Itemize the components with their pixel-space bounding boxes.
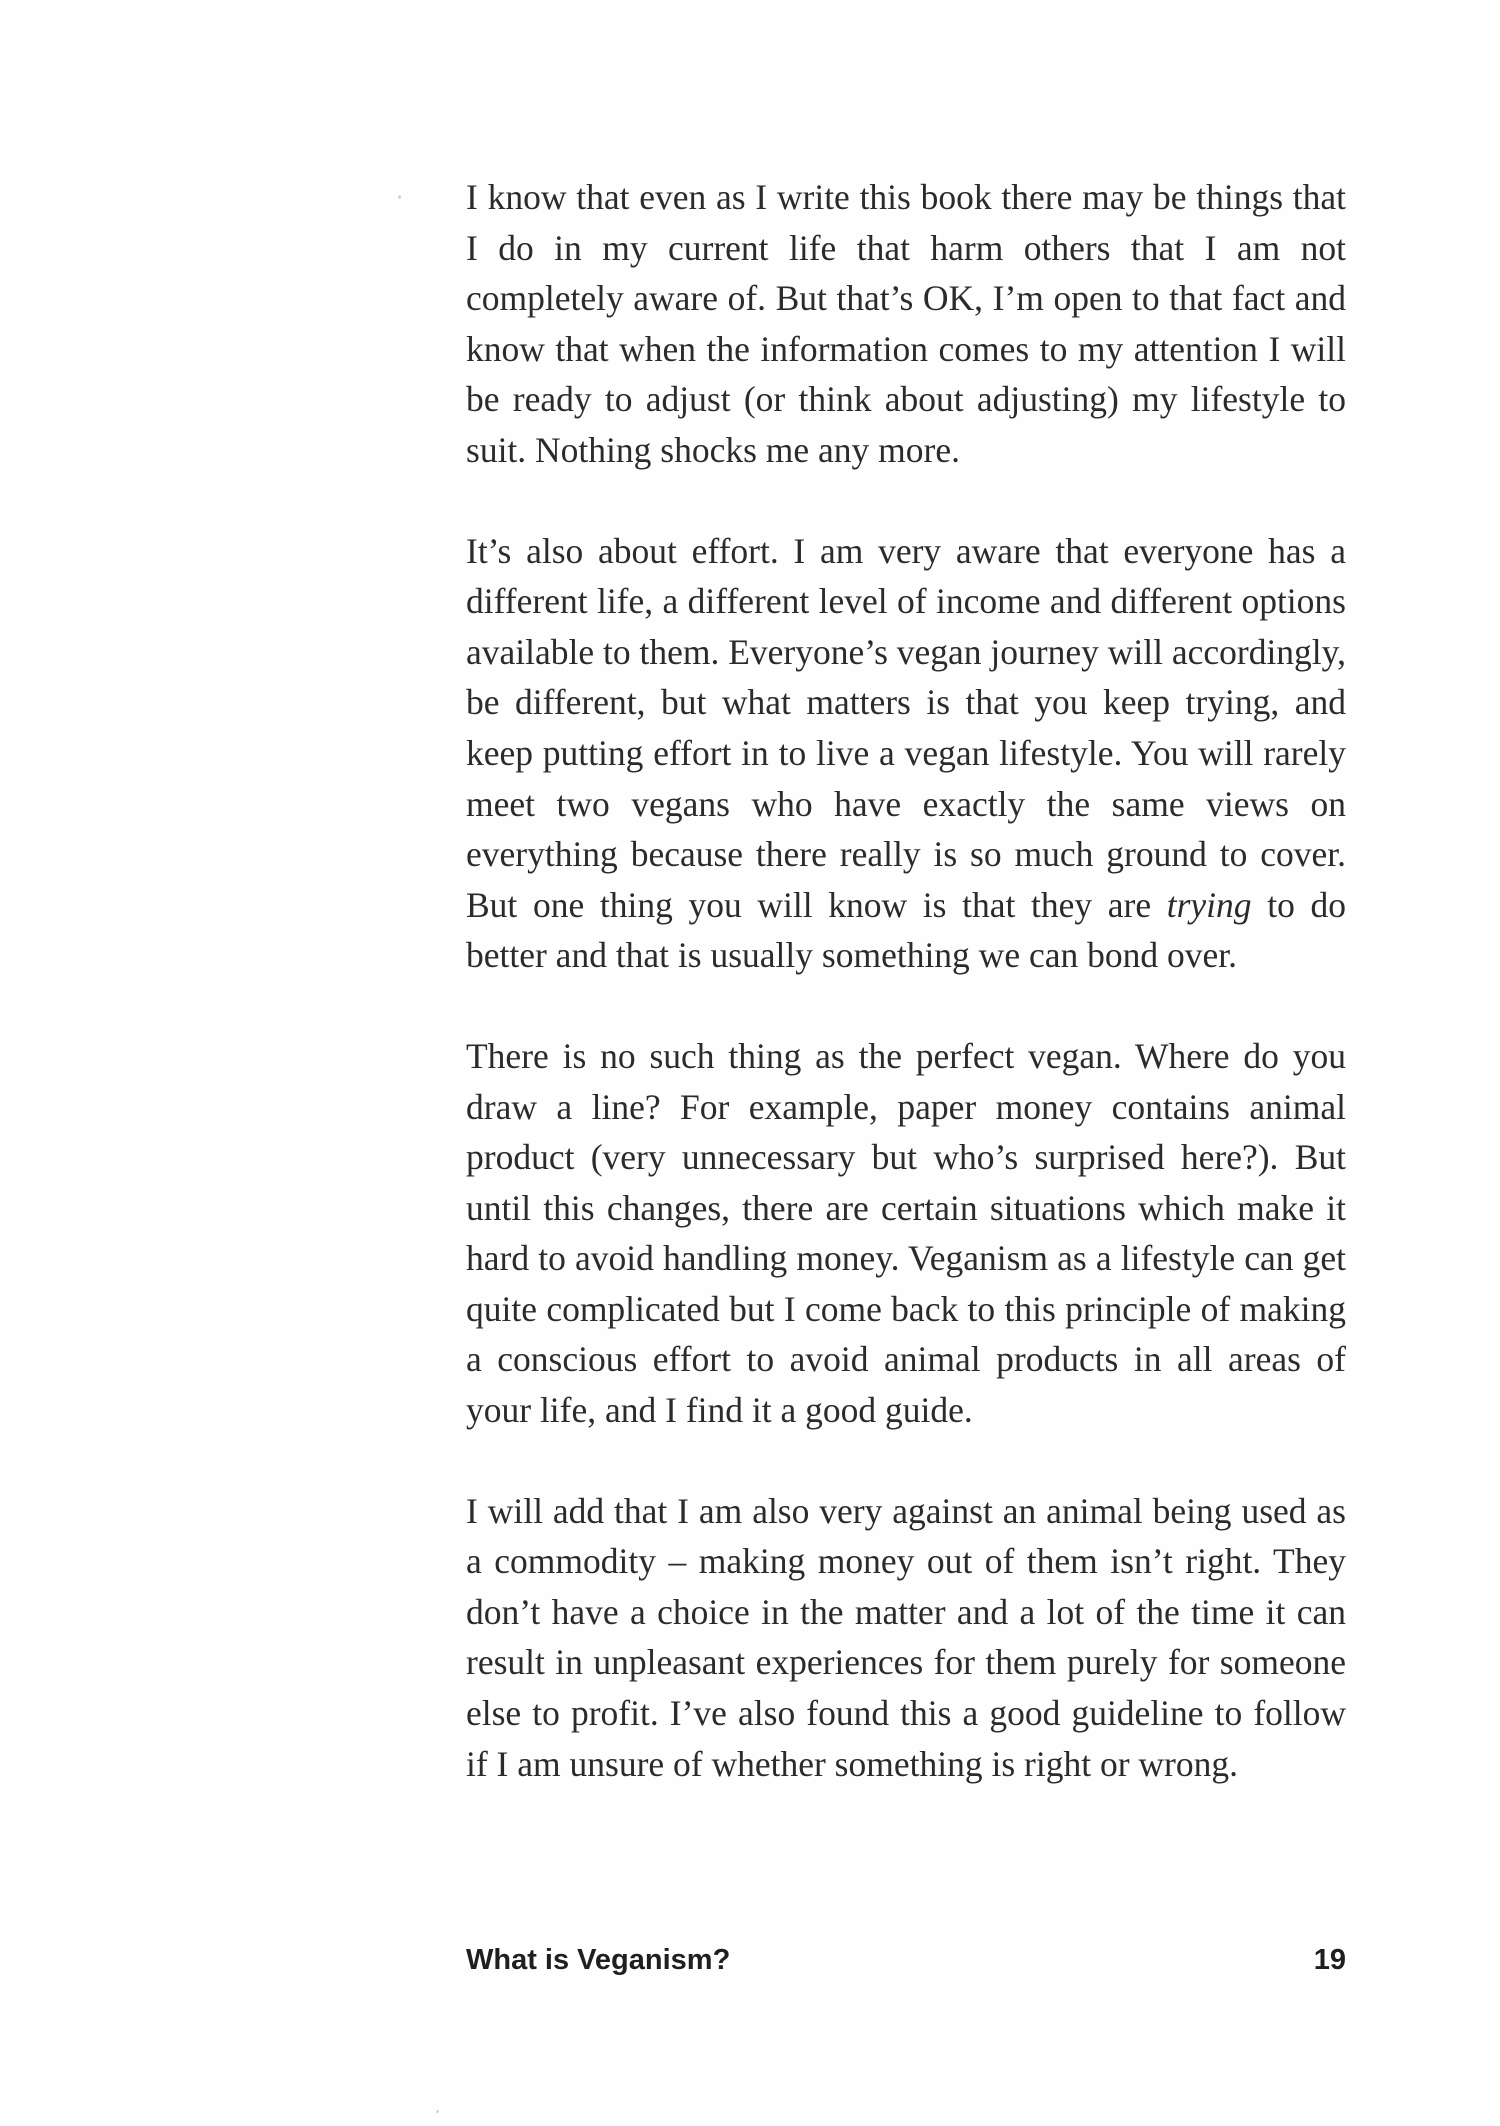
paragraph-2 [466, 526, 1346, 981]
paragraph-4-text: I will add that I am also very against an animal being used as a commodity – making money out of them isn’t right. They don’t have a choice in the matter and a lot of the time it can result in unpleasant experiences for them purely for someone else to profit. I’ve also found this a good guideline to follow if I am unsure of whether something is right or wrong. [466, 1490, 1346, 1784]
body-text [466, 172, 1346, 1789]
paragraph-1-text: I know that even as I write this book there may be things that I do in my current life that harm others that I am not completely aware of. But that’s OK, I’m open to that fact and know that when the information comes to my attention I will be ready to adjust (or think about adjusting) my lifestyle to suit. Nothing shocks me any more. [466, 177, 1346, 470]
scan-speck [436, 2110, 439, 2113]
paragraph-3 [466, 1031, 1346, 1436]
paragraph-4 [466, 1486, 1346, 1790]
paragraph-1 [466, 172, 1346, 476]
scan-speck [398, 195, 401, 199]
paragraph-2-text-end: to do better and that is usually something we can bond over. [466, 884, 1346, 976]
page-number: 19 [1313, 1944, 1346, 1976]
running-footer-title: What is Veganism? [466, 1944, 731, 1976]
emphasis-trying: trying [1166, 884, 1252, 925]
page-footer [466, 1944, 1346, 1988]
paragraph-2-text-start: It’s also about effort. I am very aware that everyone has a different life, a different level of income and different options available to them. Everyone’s vegan journey will accordingly, be different, but what matters is that you keep trying, and keep putting effort in to live a vegan lifestyle. You will rarely meet two vegans who have exactly the same views on everything because there really is so much ground to cover. But one thing you will know is that they are [466, 530, 1346, 925]
paragraph-3-text: There is no such thing as the perfect vegan. Where do you draw a line? For example, paper money contains animal product (very unnecessary but who’s surprised here?). But until this changes, there are certain situations which make it hard to avoid handling money. Veganism as a lifestyle can get quite complicated but I come back to this principle of making a conscious effort to avoid animal products in all areas of your life, and I find it a good guide. [466, 1035, 1346, 1431]
